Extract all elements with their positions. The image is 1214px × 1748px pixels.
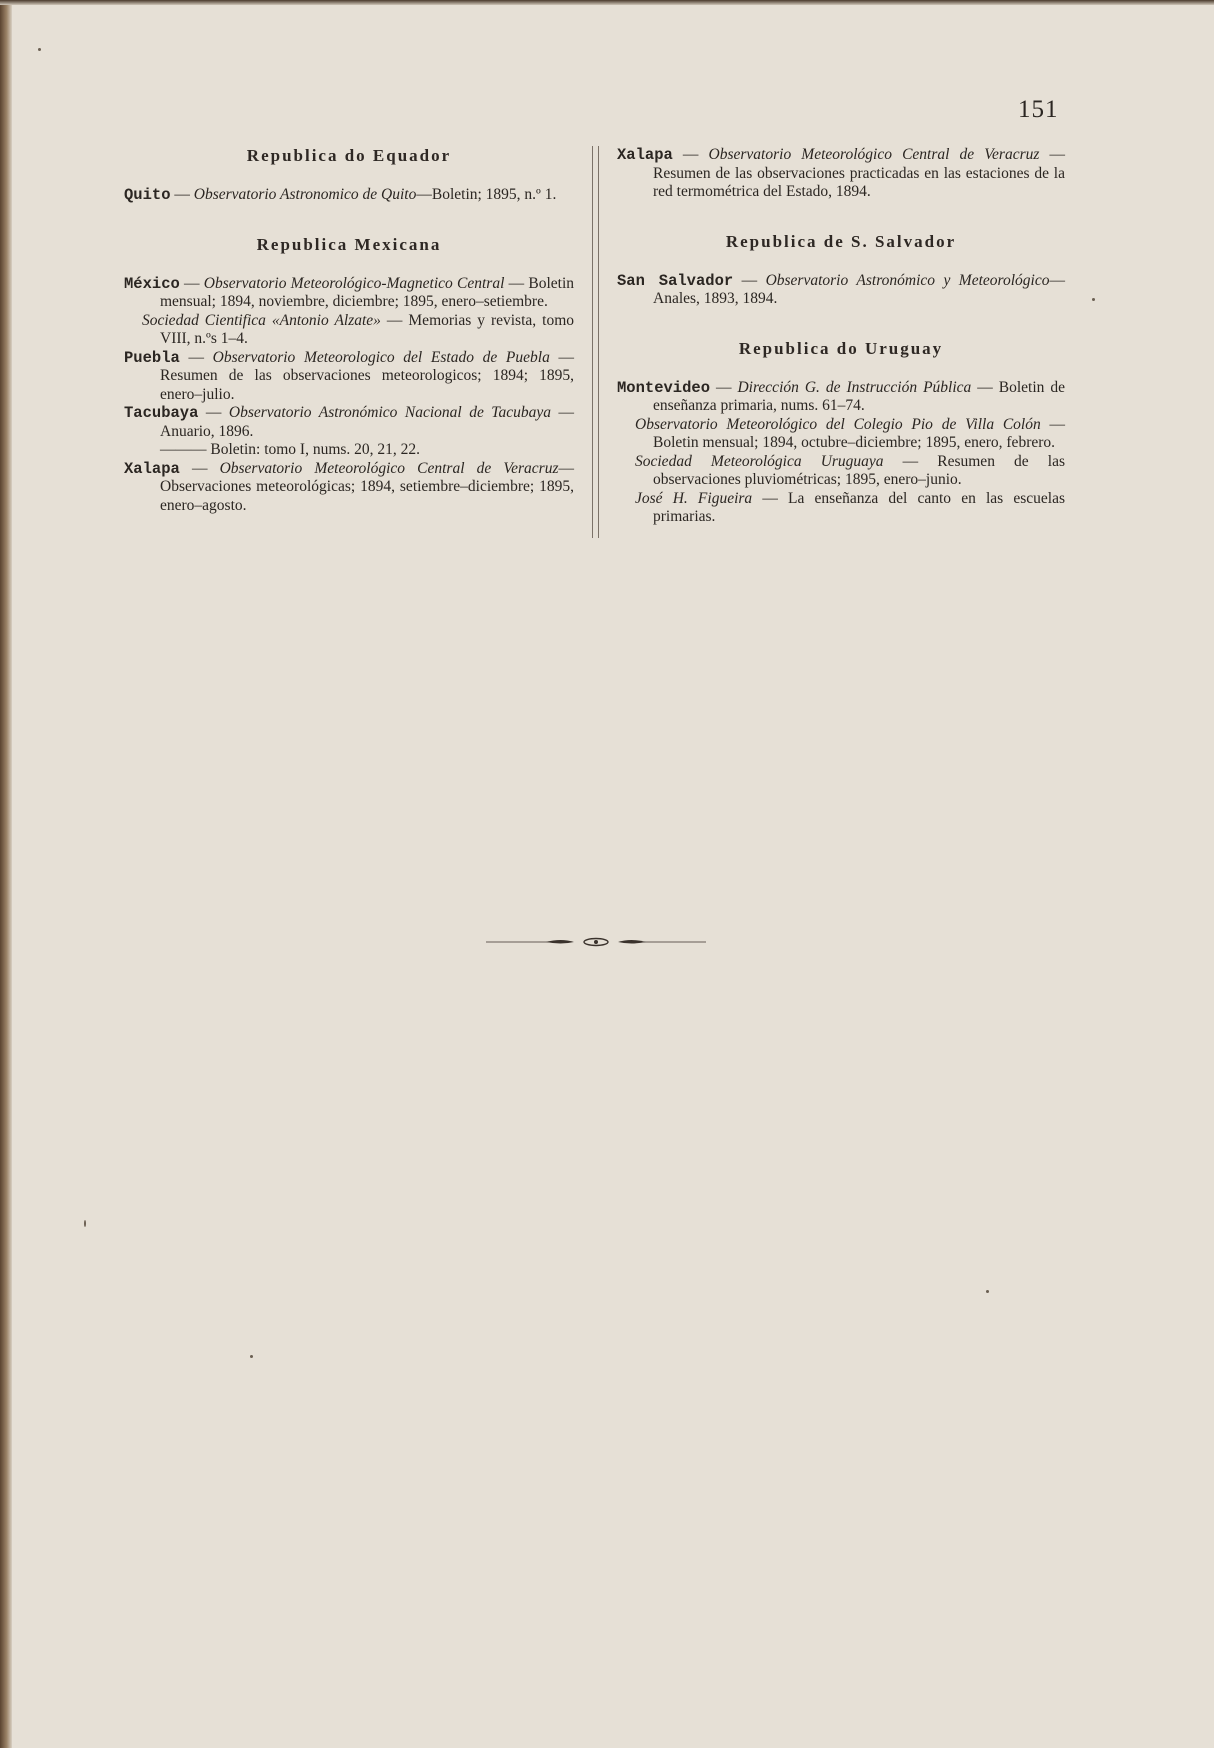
paper-speck bbox=[986, 1290, 989, 1293]
entry-mexico: México — Observatorio Meteorológico-Magnetico Central — Boletin mensual; 1894, noviembre, diciembre; 1895, enero–setiembre. bbox=[124, 274, 575, 310]
entry-institution: Sociedad Cientifica «Antonio Alzate» bbox=[142, 311, 381, 329]
entry-institution: Observatorio Meteorológico Central de Veracruz bbox=[708, 146, 1040, 163]
entry-tacubaya-boletin bbox=[124, 441, 574, 460]
paper-speck bbox=[38, 48, 41, 51]
entry-institution: Observatorio Meteorológico del Colegio Pio de Villa Colón bbox=[635, 415, 1041, 433]
entry-institution: Observatorio Astronómico y Meteorológico bbox=[765, 271, 1050, 289]
paper-speck bbox=[250, 1355, 253, 1358]
entry-xalapa: Xalapa — Observatorio Meteorológico Central de Veracruz— Observaciones meteorológicas; 1894, setiembre–diciembre; 1895, enero–agosto. bbox=[124, 459, 574, 514]
page-number: 151 bbox=[1018, 96, 1059, 123]
entry-institution: Observatorio Meteorologico del Estado de Puebla bbox=[212, 348, 550, 366]
entry-place: Puebla bbox=[124, 348, 180, 367]
entry-text: — Observaciones meteorológicas; 1894, setiembre–diciembre; 1895, enero–agosto. bbox=[160, 459, 574, 514]
section-salvador bbox=[617, 232, 1065, 309]
entry-text: — Boletin mensual; 1894, noviembre, diciembre; 1895, enero–setiembre. bbox=[160, 274, 575, 310]
entry-xalapa-resumen: Xalapa — Observatorio Meteorológico Central de Veracruz — Resumen de las observaciones practicadas en las estaciones de la red termométrica del Estado, 1894. bbox=[617, 146, 1066, 200]
entry-institution: Observatorio Astronomico de Quito bbox=[193, 186, 417, 203]
entry-text: — Boletin mensual; 1894, octubre–diciembre; 1895, enero, febrero. bbox=[653, 415, 1066, 451]
ornamental-divider-icon bbox=[486, 932, 706, 952]
section-equador bbox=[124, 146, 574, 205]
entry-sociedad-alzate bbox=[124, 312, 574, 349]
entry-institution: José H. Figueira bbox=[635, 489, 753, 507]
entry-villa-colon bbox=[617, 416, 1065, 453]
book-binding-edge bbox=[0, 0, 12, 1748]
section-xalapa-continued bbox=[617, 146, 1065, 202]
entry-place: San Salvador bbox=[617, 271, 734, 290]
section-heading: Republica do Equador bbox=[246, 146, 452, 165]
section-mexicana bbox=[124, 235, 574, 516]
entry-place: Montevideo bbox=[617, 378, 711, 397]
section-uruguay bbox=[617, 339, 1065, 527]
entry-puebla: Puebla — Observatorio Meteorologico del Estado de Puebla — Resumen de las observaciones meteorologicos; 1894; 1895, enero–julio. bbox=[124, 348, 574, 403]
paper-speck bbox=[84, 1220, 86, 1227]
entry-text: — Memorias y revista, tomo VIII, n.ºs 1–4. bbox=[160, 311, 574, 347]
entry-place: Xalapa bbox=[124, 459, 180, 478]
entry-text: — Resumen de las observaciones meteorologicos; 1894; 1895, enero–julio. bbox=[160, 348, 574, 403]
entry-quito: Quito — Observatorio Astronomico de Quito—Boletin; 1895, n.º 1. bbox=[124, 186, 557, 204]
entry-place: Tacubaya bbox=[124, 404, 199, 422]
section-heading: Republica Mexicana bbox=[256, 234, 442, 254]
paper-speck bbox=[1092, 298, 1095, 301]
entry-institution: Observatorio Astronómico Nacional de Tacubaya bbox=[228, 404, 552, 421]
entry-san-salvador: San Salvador — Observatorio Astronómico y Meteorológico—Anales, 1893, 1894. bbox=[617, 271, 1065, 307]
column-divider-rule bbox=[592, 146, 599, 538]
entry-text: — Resumen de las observaciones pluviométricas; 1895, enero–junio. bbox=[653, 452, 1065, 488]
entry-tacubaya: Tacubaya — Observatorio Astronómico Nacional de Tacubaya —Anuario, 1896. bbox=[124, 404, 574, 440]
page-top-edge bbox=[0, 0, 1214, 5]
entry-place: Quito bbox=[124, 186, 171, 204]
entry-institution: Dirección G. de Instrucción Pública bbox=[737, 378, 972, 396]
entry-sociedad-uruguaya bbox=[617, 453, 1065, 490]
entry-text: ——— Boletin: tomo I, nums. 20, 21, 22. bbox=[160, 441, 421, 458]
entry-figueira bbox=[617, 490, 1065, 527]
entry-text: —Anuario, 1896. bbox=[160, 404, 574, 440]
entry-institution: Sociedad Meteorológica Uruguaya bbox=[635, 452, 884, 470]
section-heading: Republica do Uruguay bbox=[738, 338, 944, 358]
right-column bbox=[617, 146, 1065, 557]
entry-text: — Resumen de las observaciones practicadas en las estaciones de la red termométrica del Estado, 1894. bbox=[653, 146, 1066, 200]
entry-place: México bbox=[124, 274, 180, 293]
entry-text: — Boletin de enseñanza primaria, nums. 61–74. bbox=[653, 378, 1065, 414]
section-heading: Republica de S. Salvador bbox=[725, 231, 957, 251]
entry-institution: Observatorio Meteorológico-Magnetico Central bbox=[203, 274, 505, 292]
entry-institution: Observatorio Meteorológico Central de Veracruz bbox=[219, 459, 559, 477]
entry-text: —Anales, 1893, 1894. bbox=[653, 271, 1065, 307]
entry-place: Xalapa bbox=[617, 146, 673, 164]
entry-text: —Boletin; 1895, n.º 1. bbox=[416, 186, 557, 203]
entry-montevideo: Montevideo — Dirección G. de Instrucción Pública — Boletin de enseñanza primaria, nums. 61–74. bbox=[617, 378, 1065, 414]
left-column bbox=[124, 146, 574, 545]
entry-text: — La enseñanza del canto en las escuelas primarias. bbox=[653, 489, 1066, 525]
